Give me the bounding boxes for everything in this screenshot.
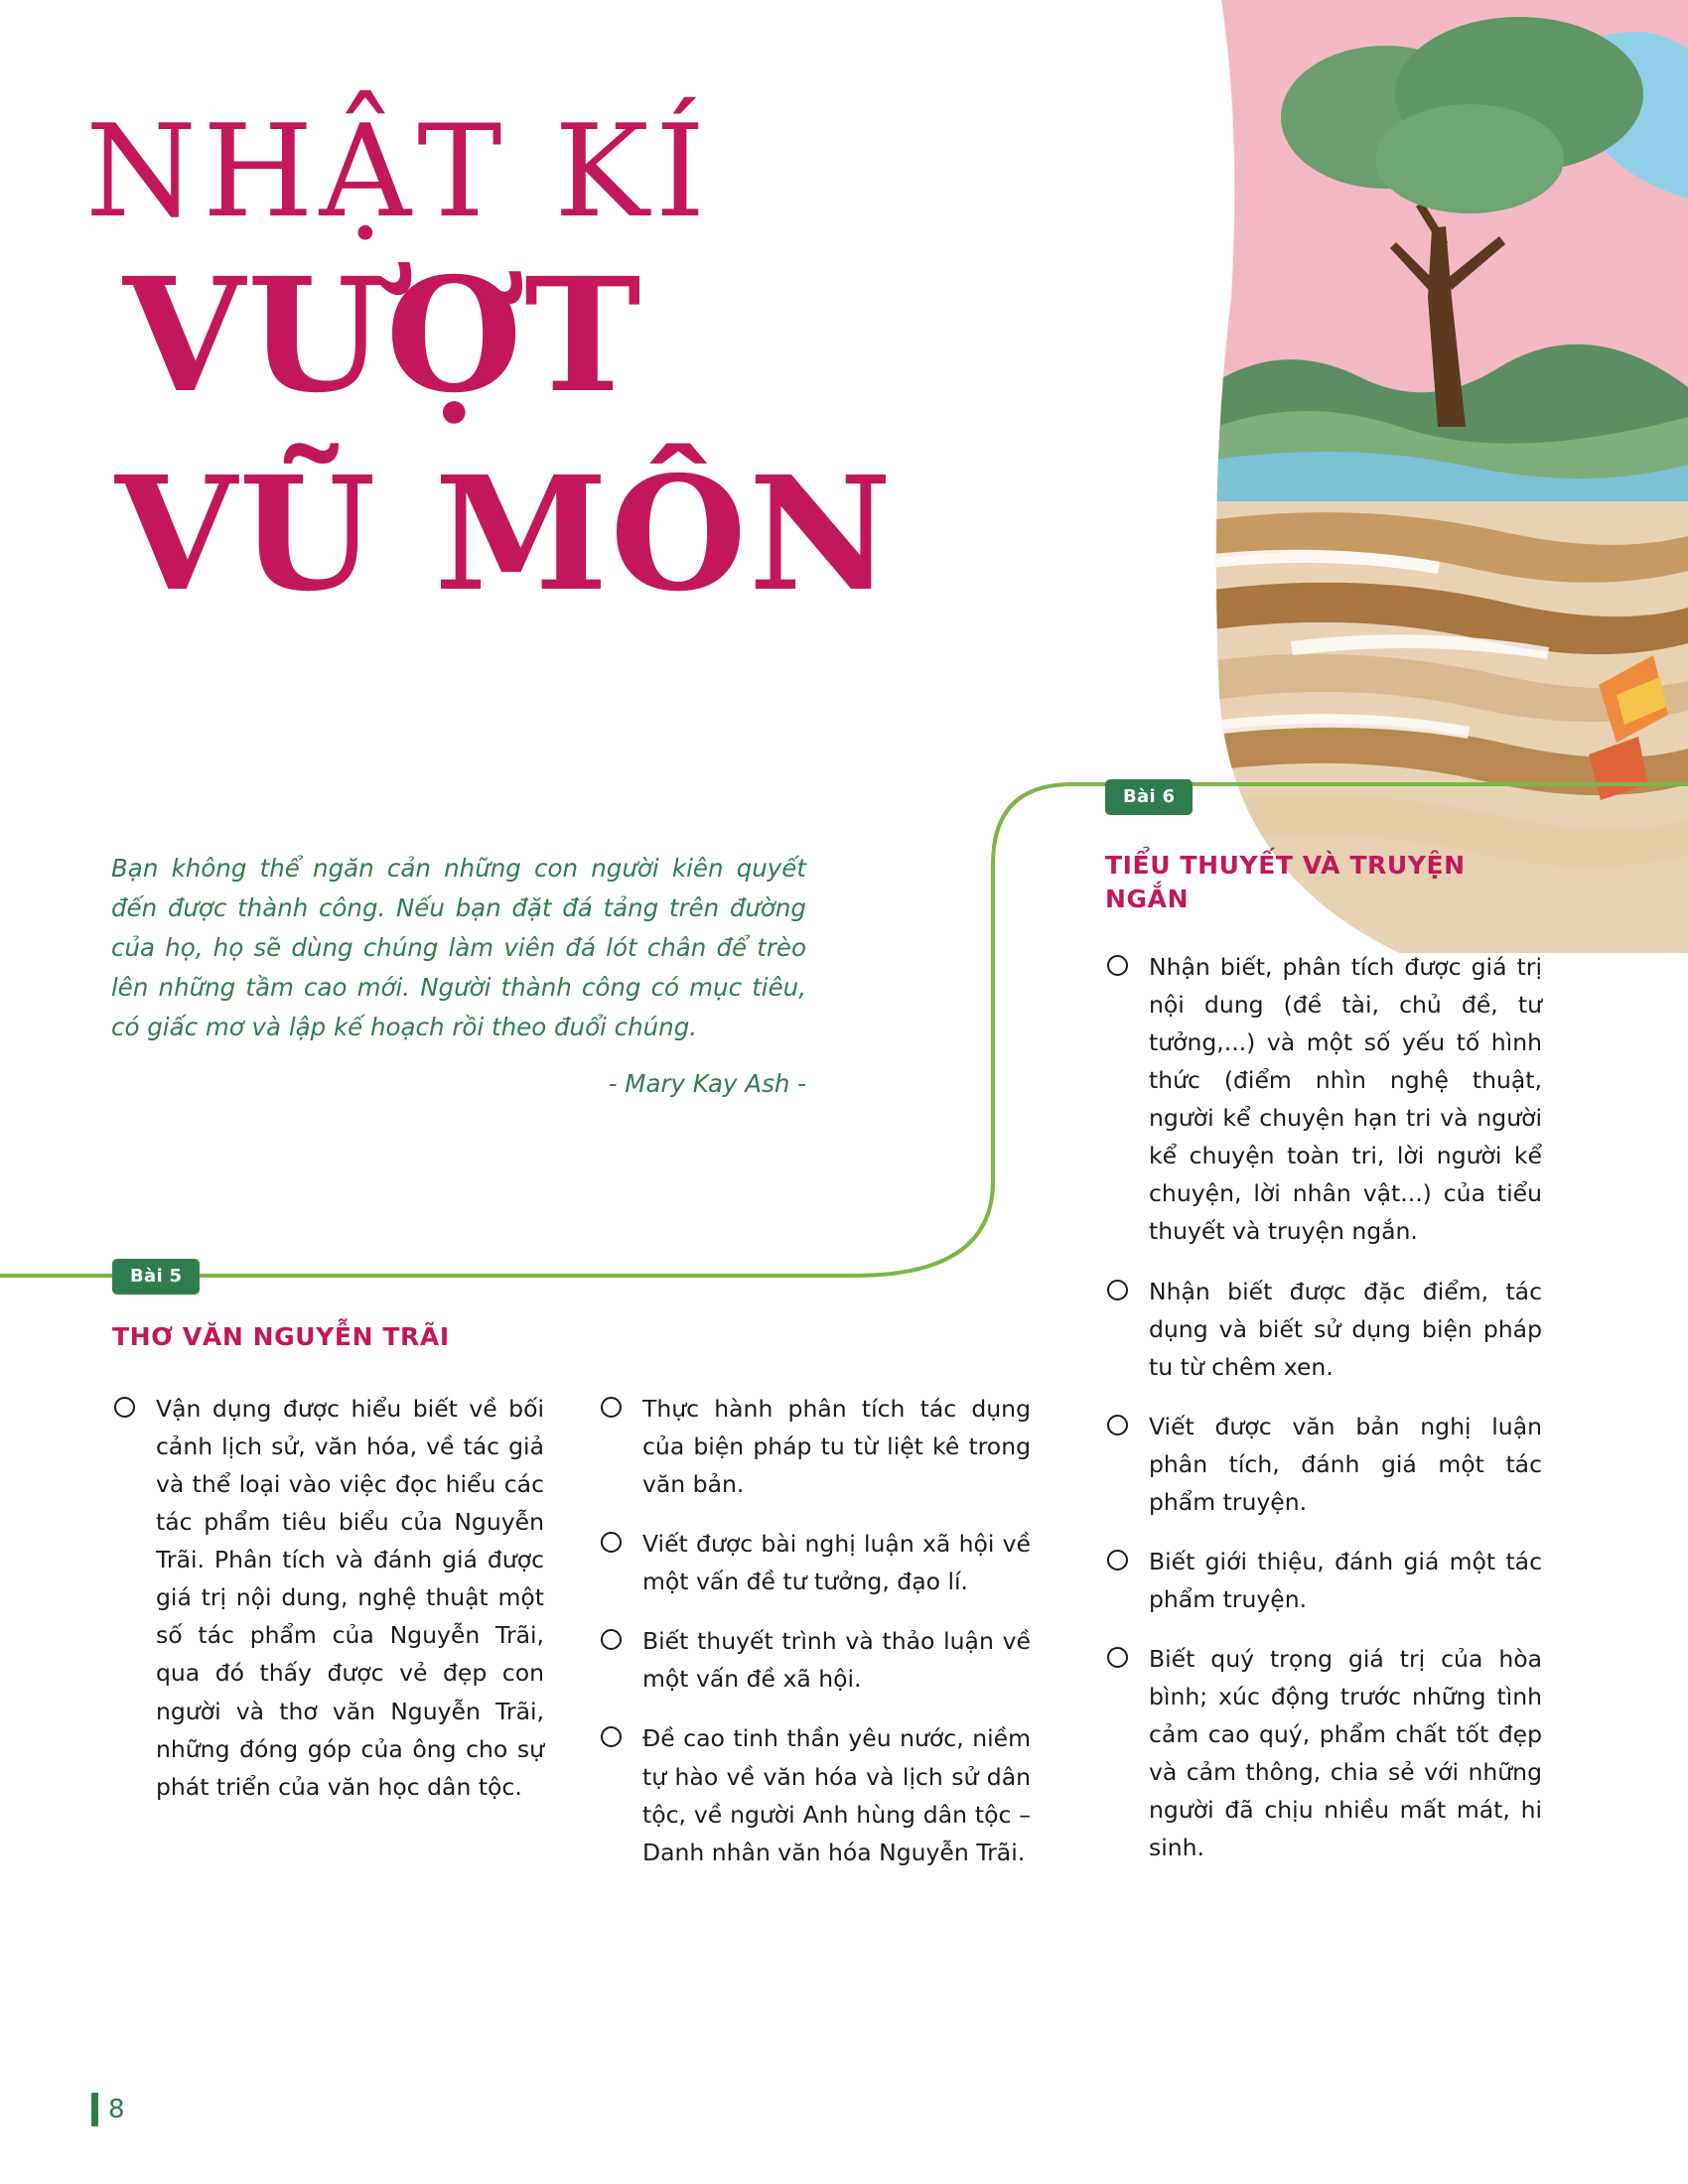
lesson-5-badge: Bài 5 — [112, 1259, 200, 1295]
list-item — [1105, 1408, 1542, 1521]
quote-text: Bạn không thể ngăn cản những con người kiên quyết đến được thành công. Nếu bạn đặt đá tảng trên đường của họ, họ sẽ dùng chúng làm viên đá lót chân để trèo lên những tầm cao mới. Người thành công có mục tiêu, có giấc mơ và lập kế hoạch rồi theo đuổi chúng. — [111, 854, 806, 1041]
quote-author: - Mary Kay Ash - — [608, 1068, 806, 1098]
list-item-text: Thực hành phân tích tác dụng của biện pháp tu từ liệt kê trong văn bản. — [642, 1395, 1031, 1499]
page-title — [85, 98, 979, 626]
lesson-6-column — [1105, 948, 1542, 1866]
decorative-illustration — [1172, 0, 1688, 963]
list-item-text: Biết quý trọng giá trị của hòa bình; xúc động trước những tình cảm cao quý, phẩm chất tốt đẹp và cảm thông, chia sẻ với những người đã chịu nhiều mất mát, hi sinh. — [1149, 1645, 1542, 1862]
page-number: 8 — [108, 2095, 125, 2124]
circle-bullet-icon — [1107, 1550, 1128, 1570]
list-item — [1105, 1273, 1542, 1386]
circle-bullet-icon — [114, 1397, 135, 1418]
list-item — [112, 1390, 544, 1806]
illustration-svg — [1172, 0, 1688, 963]
list-item — [1105, 1640, 1542, 1866]
list-item — [599, 1719, 1031, 1870]
list-item-text: Biết thuyết trình và thảo luận về một vấn đề xã hội. — [642, 1627, 1031, 1694]
list-item-text: Nhận biết, phân tích được giá trị nội dung (đề tài, chủ đề, tư tưởng,...) và một số yếu tố hình thức (điểm nhìn nghệ thuật, người kể chuyện hạn tri và người kể chuyện toàn tri, lời người kể chuyện, lời nhân vật...) của tiểu thuyết và truyện ngắn. — [1149, 953, 1542, 1246]
lesson-5-column-left — [112, 1390, 544, 1806]
footer-accent-bar — [91, 2093, 98, 2126]
list-item-text: Đề cao tinh thần yêu nước, niềm tự hào về văn hóa và lịch sử dân tộc, về người Anh hùng dân tộc – Danh nhân văn hóa Nguyễn Trãi. — [642, 1724, 1031, 1866]
title-line-1: NHẬT KÍ — [85, 98, 712, 246]
circle-bullet-icon — [1107, 1415, 1128, 1435]
circle-bullet-icon — [601, 1629, 622, 1650]
list-item — [1105, 948, 1542, 1251]
list-item-text: Nhận biết được đặc điểm, tác dụng và biết sử dụng biện pháp tu từ chêm xen. — [1149, 1277, 1542, 1381]
circle-bullet-icon — [601, 1397, 622, 1418]
circle-bullet-icon — [601, 1532, 622, 1553]
circle-bullet-icon — [1107, 1280, 1128, 1300]
list-item-text: Viết được bài nghị luận xã hội về một vấn đề tư tưởng, đạo lí. — [642, 1530, 1031, 1596]
list-item — [1105, 1543, 1542, 1618]
list-item-text: Vận dụng được hiểu biết về bối cảnh lịch sử, văn hóa, về tác giả và thể loại vào việc đọc hiểu các tác phẩm tiêu biểu của Nguyễn Trãi. Phân tích và đánh giá được giá trị nội dung, nghệ thuật một số tác phẩm của Nguyễn Trãi, qua đó thấy được vẻ đẹp con người và thơ văn Nguyễn Trãi, những đóng góp của ông cho sự phát triển của văn học dân tộc. — [156, 1395, 544, 1801]
circle-bullet-icon — [1107, 955, 1128, 976]
list-item — [599, 1525, 1031, 1600]
circle-bullet-icon — [601, 1726, 622, 1747]
list-item-text: Viết được văn bản nghị luận phân tích, đánh giá một tác phẩm truyện. — [1149, 1412, 1542, 1516]
list-item — [599, 1390, 1031, 1503]
title-line-2: VƯỢT — [123, 244, 643, 428]
lesson-5-heading: THƠ VĂN NGUYỄN TRÃI — [112, 1322, 450, 1351]
circle-bullet-icon — [1107, 1647, 1128, 1668]
lesson-6-heading: TIỂU THUYẾT VÀ TRUYỆN NGẮN — [1105, 851, 1466, 913]
lesson-5-column-right — [599, 1390, 1031, 1871]
title-line-3: VŨ MÔN — [115, 442, 895, 626]
lesson-6-badge: Bài 6 — [1105, 779, 1193, 815]
page-footer — [91, 2093, 125, 2126]
list-item-text: Biết giới thiệu, đánh giá một tác phẩm truyện. — [1149, 1547, 1542, 1613]
list-item — [599, 1622, 1031, 1698]
quote-block — [111, 849, 806, 1098]
